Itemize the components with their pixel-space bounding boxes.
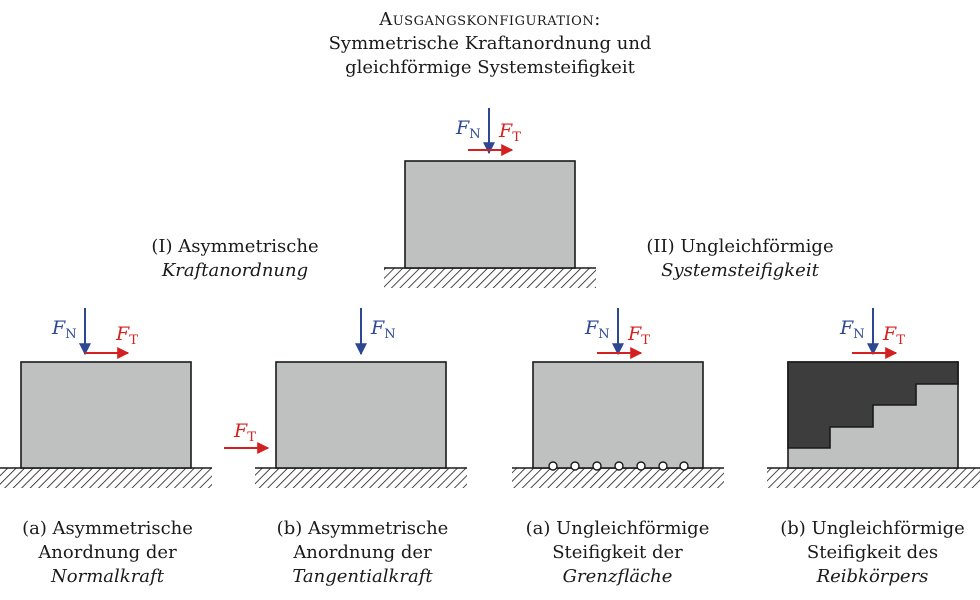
contact-element (680, 462, 688, 470)
caption-line-3: Tangentialkraft (292, 566, 433, 587)
ground-hatch (512, 468, 724, 488)
friction-block (21, 362, 191, 468)
branch-ii-line-2: Systemsteifigkeit (661, 260, 819, 281)
ground-hatch (384, 268, 596, 288)
branch-i-line-1: (I) Asymmetrische (151, 236, 319, 257)
normal-force-label: $F_N$ (840, 317, 865, 342)
config-ii-b (767, 308, 980, 488)
caption-line-2: Anordnung der (38, 542, 177, 563)
caption-line-1: (b) Asymmetrische (276, 518, 449, 539)
top-heading: Ausgangskonfiguration: (379, 9, 601, 30)
friction-block (533, 362, 703, 468)
friction-block (276, 362, 446, 468)
caption-line-1: (b) Ungleichförmige (780, 518, 965, 539)
contact-element (571, 462, 579, 470)
tangential-force-label: $F_T$ (499, 120, 521, 145)
tangential-force-label: $F_T$ (628, 323, 650, 348)
caption-line-3: Normalkraft (51, 566, 164, 587)
branch-i-line-2: Kraftanordnung (161, 260, 309, 281)
contact-element (615, 462, 623, 470)
normal-force-label: $F_N$ (585, 317, 610, 342)
config-i-a (0, 308, 212, 488)
caption-line-3: Reibkörpers (816, 566, 929, 587)
top-line-3: gleichförmige Systemsteifigkeit (345, 57, 635, 78)
caption-line-2: Anordnung der (293, 542, 432, 563)
caption-line-2: Steifigkeit des (806, 542, 939, 563)
normal-force-label: $F_N$ (456, 117, 481, 142)
caption-line-1: (a) Ungleichförmige (525, 518, 710, 539)
friction-block (405, 161, 575, 268)
top-configuration (384, 108, 596, 288)
config-i-b (224, 308, 467, 488)
caption-line-1: (a) Asymmetrische (22, 518, 193, 539)
tangential-force-label: $F_T$ (883, 323, 905, 348)
branch-ii-line-1: (II) Ungleichförmige (646, 236, 834, 257)
caption-line-3: Grenzfläche (562, 566, 673, 587)
tangential-force-label: $F_T$ (116, 323, 138, 348)
ground-hatch (0, 468, 212, 488)
caption-line-2: Steifigkeit der (552, 542, 683, 563)
contact-element (659, 462, 667, 470)
normal-force-label: $F_N$ (52, 317, 77, 342)
contact-element (593, 462, 601, 470)
config-ii-a (512, 308, 724, 488)
top-line-2: Symmetrische Kraftanordnung und (328, 33, 652, 54)
contact-element (637, 462, 645, 470)
tangential-force-label: $F_T$ (234, 420, 256, 445)
normal-force-label: $F_N$ (371, 317, 396, 342)
contact-element (549, 462, 557, 470)
ground-hatch (255, 468, 467, 488)
ground-hatch (767, 468, 980, 488)
